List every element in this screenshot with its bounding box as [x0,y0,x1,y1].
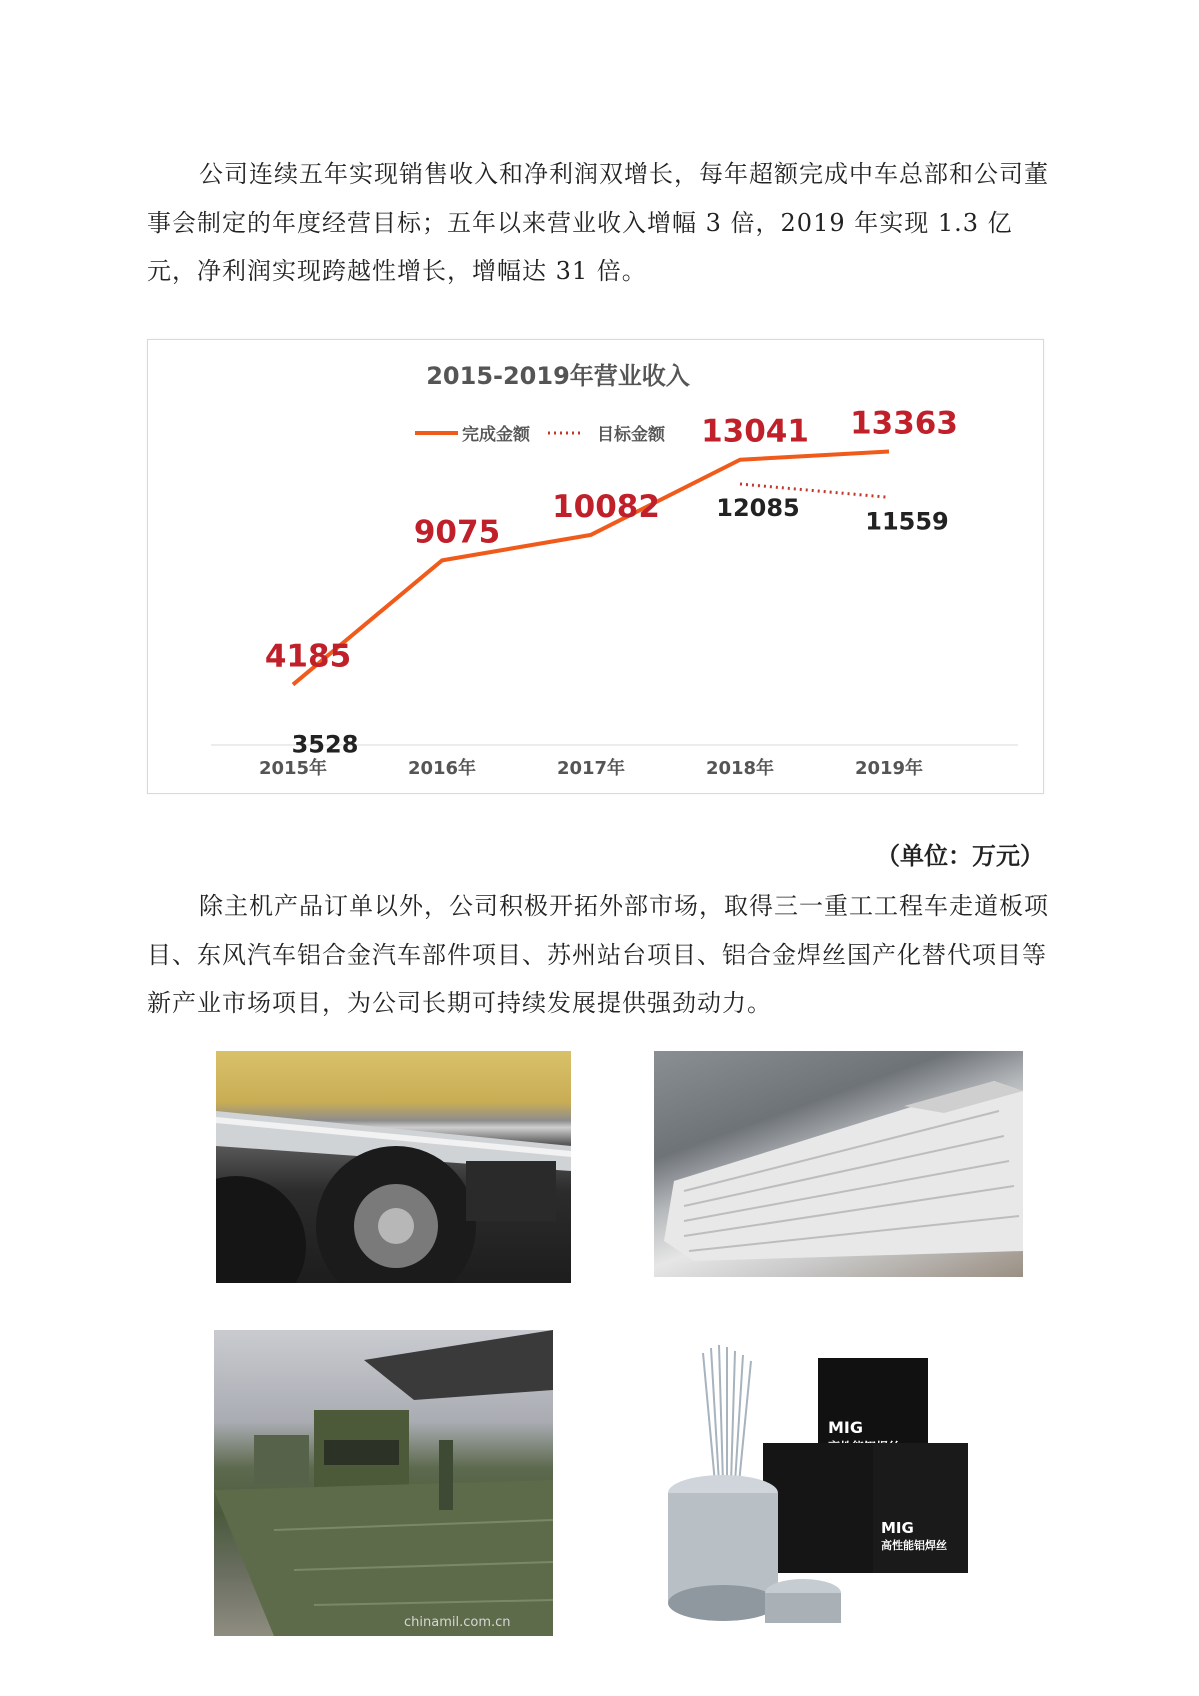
actual-value-label: 13363 [850,405,958,442]
legend-actual-label: 完成金额 [462,425,530,445]
series-layer [293,452,889,685]
photo-aluminum-plate [654,1051,1023,1277]
intro-paragraph [147,150,1057,296]
actual-value-label: 9075 [413,514,501,551]
soldier [439,1440,453,1510]
box-product-2: 高性能铝焊丝 [881,1539,947,1552]
legend-target-label: 目标金额 [597,425,665,445]
chart-legend [415,424,666,445]
small-spool-body [765,1593,841,1623]
target-value-label: 12085 [716,493,800,522]
truck-windshield [324,1440,399,1465]
x-tick-label: 2018年 [705,758,775,779]
spool-bottom [668,1585,778,1621]
labels-layer [265,406,958,759]
photo-rail-platform [214,1330,553,1636]
wire-rods [703,1345,751,1483]
x-tick-label: 2015年 [258,758,328,779]
army-truck-far [254,1435,309,1485]
product-box-left [763,1443,873,1573]
revenue-chart-svg [148,340,1043,793]
actual-value-label: 13041 [701,413,809,450]
photo-watermark: chinamil.com.cn [404,1615,511,1630]
photo-truck-walkway [216,1051,571,1283]
box-brand: MIG [828,1418,864,1437]
actual-value-label: 4185 [264,638,352,675]
x-tick-label: 2019年 [854,758,924,779]
rail-illustration [214,1330,553,1636]
revenue-chart [147,339,1044,794]
actual-value-label: 10082 [552,488,660,525]
plate-illustration [654,1051,1023,1277]
station-roof [364,1330,553,1400]
wheel-hub [378,1208,414,1244]
truck-illustration [216,1051,571,1283]
target-value-label: 3528 [291,730,359,759]
product-box-right [873,1443,968,1573]
target-value-label: 11559 [865,507,949,536]
intro-paragraph-text: 公司连续五年实现销售收入和净利润双增长，每年超额完成中车总部和公司董事会制定的年度经营目标；五年以来营业收入增幅 3 倍，2019 年实现 1.3 亿元，净利润实现跨越性增长，增幅达 31 倍。 [147,160,1049,285]
chassis [466,1161,556,1221]
x-tick-labels [259,757,923,779]
x-tick-label: 2017年 [556,758,626,779]
chart-title: 2015-2019年营业收入 [426,362,690,390]
box-brand-2: MIG [881,1519,914,1537]
market-paragraph [147,882,1057,1028]
x-tick-label: 2016年 [407,758,477,779]
photo-welding-wire [653,1333,977,1636]
rail-deck-plates [214,1480,553,1636]
series-line-actual [293,452,889,685]
rear-tire [216,1176,306,1283]
market-paragraph-text: 除主机产品订单以外，公司积极开拓外部市场，取得三一重工工程车走道板项目、东风汽车铝合金汽车部件项目、苏州站台项目、铝合金焊丝国产化替代项目等新产业市场项目，为公司长期可持续发展提供强劲动力。 [147,892,1049,1017]
unit-note: （单位：万元） [876,842,1044,870]
welding-wire-illustration [653,1333,977,1636]
